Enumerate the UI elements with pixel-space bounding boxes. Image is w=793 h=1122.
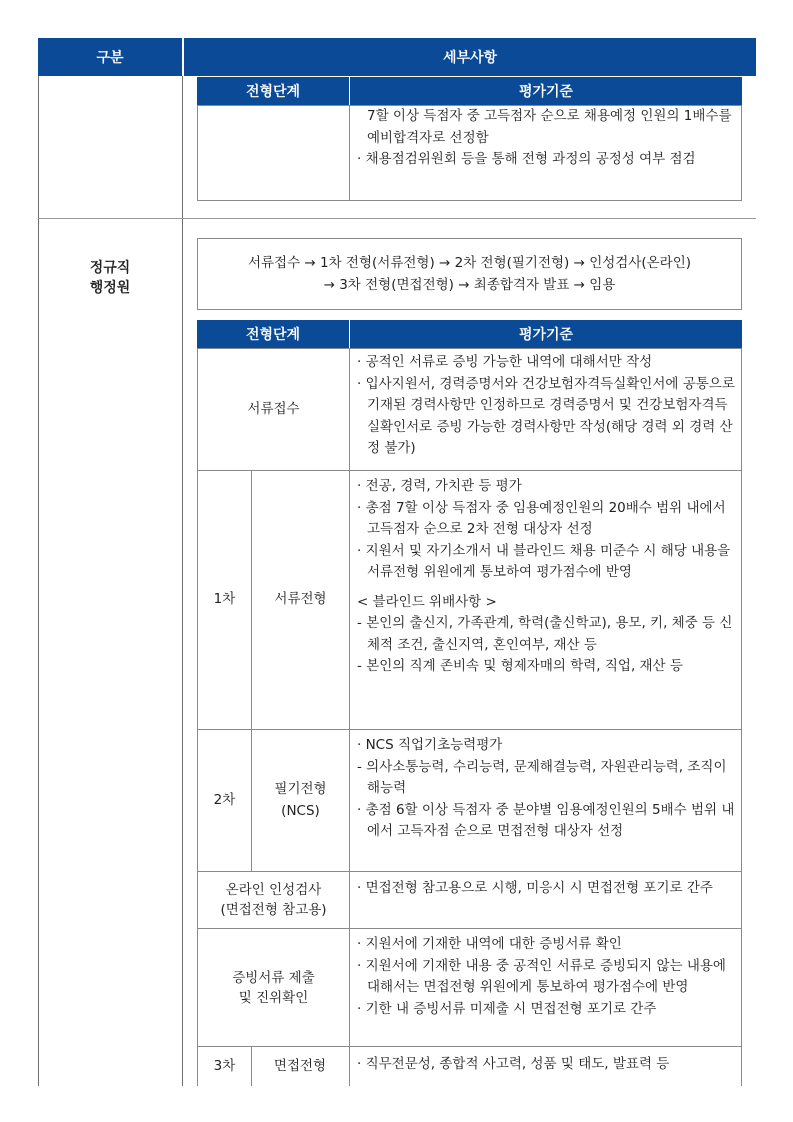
row-document-receipt-text: · 공적인 서류로 증빙 가능한 내역에 대해서만 작성 · 입사지원서, 경력증명서와 건강보험자격득실확인서에 공통으로 기재된 경력사항만 인정하므로 경력증명서 및 건강보험자격득실확인서로 증빙 가능한 경력사항만 작성(해당 경력 외 경력 산정 불가) — [357, 354, 735, 456]
row-verification-stage: 증빙서류 제출 및 진위확인 — [197, 928, 350, 1047]
row-round3-stage: 면접전형 — [251, 1046, 350, 1086]
top-criteria-line: 7할 이상 득점자 중 고득점자 순으로 채용예정 인원의 1배수를 예비합격자로 선정함 — [367, 108, 732, 146]
row-round3-text: · 직무전문성, 종합적 사고력, 성품 및 태도, 발표력 등 — [357, 1056, 670, 1072]
row-verification-text: · 지원서에 기재한 내역에 대한 증빙서류 확인 · 지원서에 기재한 내용 중 공적인 서류로 증빙되지 않는 내용에 대해서는 면접전형 위원에게 통보하여 평가점수에 반영 · 기한 내 증빙서류 미제출 시 면접전형 포기로 간주 — [357, 936, 726, 1017]
process-flow-line-1: 서류접수 → 1차 전형(서류전형) → 2차 전형(필기전형) → 인성검사(온라인) — [247, 255, 692, 271]
row-document-receipt-stage: 서류접수 — [197, 348, 350, 471]
category-divider — [182, 76, 183, 1086]
main-col-criteria: 평가기준 — [350, 320, 742, 348]
row-round2-text: · NCS 직업기초능력평가 - 의사소통능력, 수리능력, 문제해결능력, 자원관리능력, 조직이해능력 · 총점 6할 이상 득점자 중 분야별 임용예정인원의 5배수 범위 내에서 고득자점 순으로 면접전형 대상자 선정 — [357, 737, 735, 839]
process-flow-line-2: → 3차 전형(면접전형) → 최종합격자 발표 → 임용 — [323, 276, 616, 293]
section-divider — [38, 218, 756, 219]
header-details-label: 세부사항 — [442, 50, 498, 66]
header-category-label: 구분 — [96, 50, 124, 66]
row-round2-number: 2차 — [197, 729, 252, 872]
row-personality-test-stage: 온라인 인성검사 (면접전형 참고용) — [197, 871, 350, 929]
top-criteria-line: · 채용점검위원회 등을 통해 전형 과정의 공정성 여부 점검 — [357, 151, 696, 167]
category-name: 정규직 행정원 — [89, 260, 131, 296]
row-round2-stage: 필기전형 (NCS) — [251, 729, 350, 872]
row-round3-number: 3차 — [197, 1046, 252, 1086]
header-category — [38, 38, 182, 76]
outer-left-border — [38, 76, 39, 1086]
top-criteria-text — [357, 106, 735, 171]
top-col-stage: 전형단계 — [197, 77, 349, 105]
top-col-criteria: 평가기준 — [350, 77, 742, 105]
row-personality-test-text: · 면접전형 참고용으로 시행, 미응시 시 면접전형 포기로 간주 — [357, 880, 713, 896]
process-flow-text — [197, 253, 742, 296]
header-details — [184, 38, 756, 76]
row-round1-number: 1차 — [197, 470, 252, 730]
row-round1-stage: 서류전형 — [251, 470, 350, 730]
blind-violation-title: < 블라인드 위배사항 > — [357, 593, 497, 610]
row-round1-text: · 전공, 경력, 가치관 등 평가 · 총점 7할 이상 득점자 중 임용예정인원의 20배수 범위 내에서 고득점자 순으로 2차 전형 대상자 선정 · 지원서 및 자기소개서 내 블라인드 채용 미준수 시 해당 내용을 서류전형 위원에게 통보하여 평가점수에 반영 < 블라인드 위배사항 > - 본인의 출신지, 가족관계, 학력(출신학교), 용모, 키, 체중 등 신체적 조건, 출신지역, 혼인여부, 재산 등 - 본인의 직계 존비속 및 형제자매의 학력, 직업, 재산 등 — [357, 476, 737, 678]
top-stage-cell — [197, 105, 350, 201]
main-col-stage: 전형단계 — [197, 320, 349, 348]
